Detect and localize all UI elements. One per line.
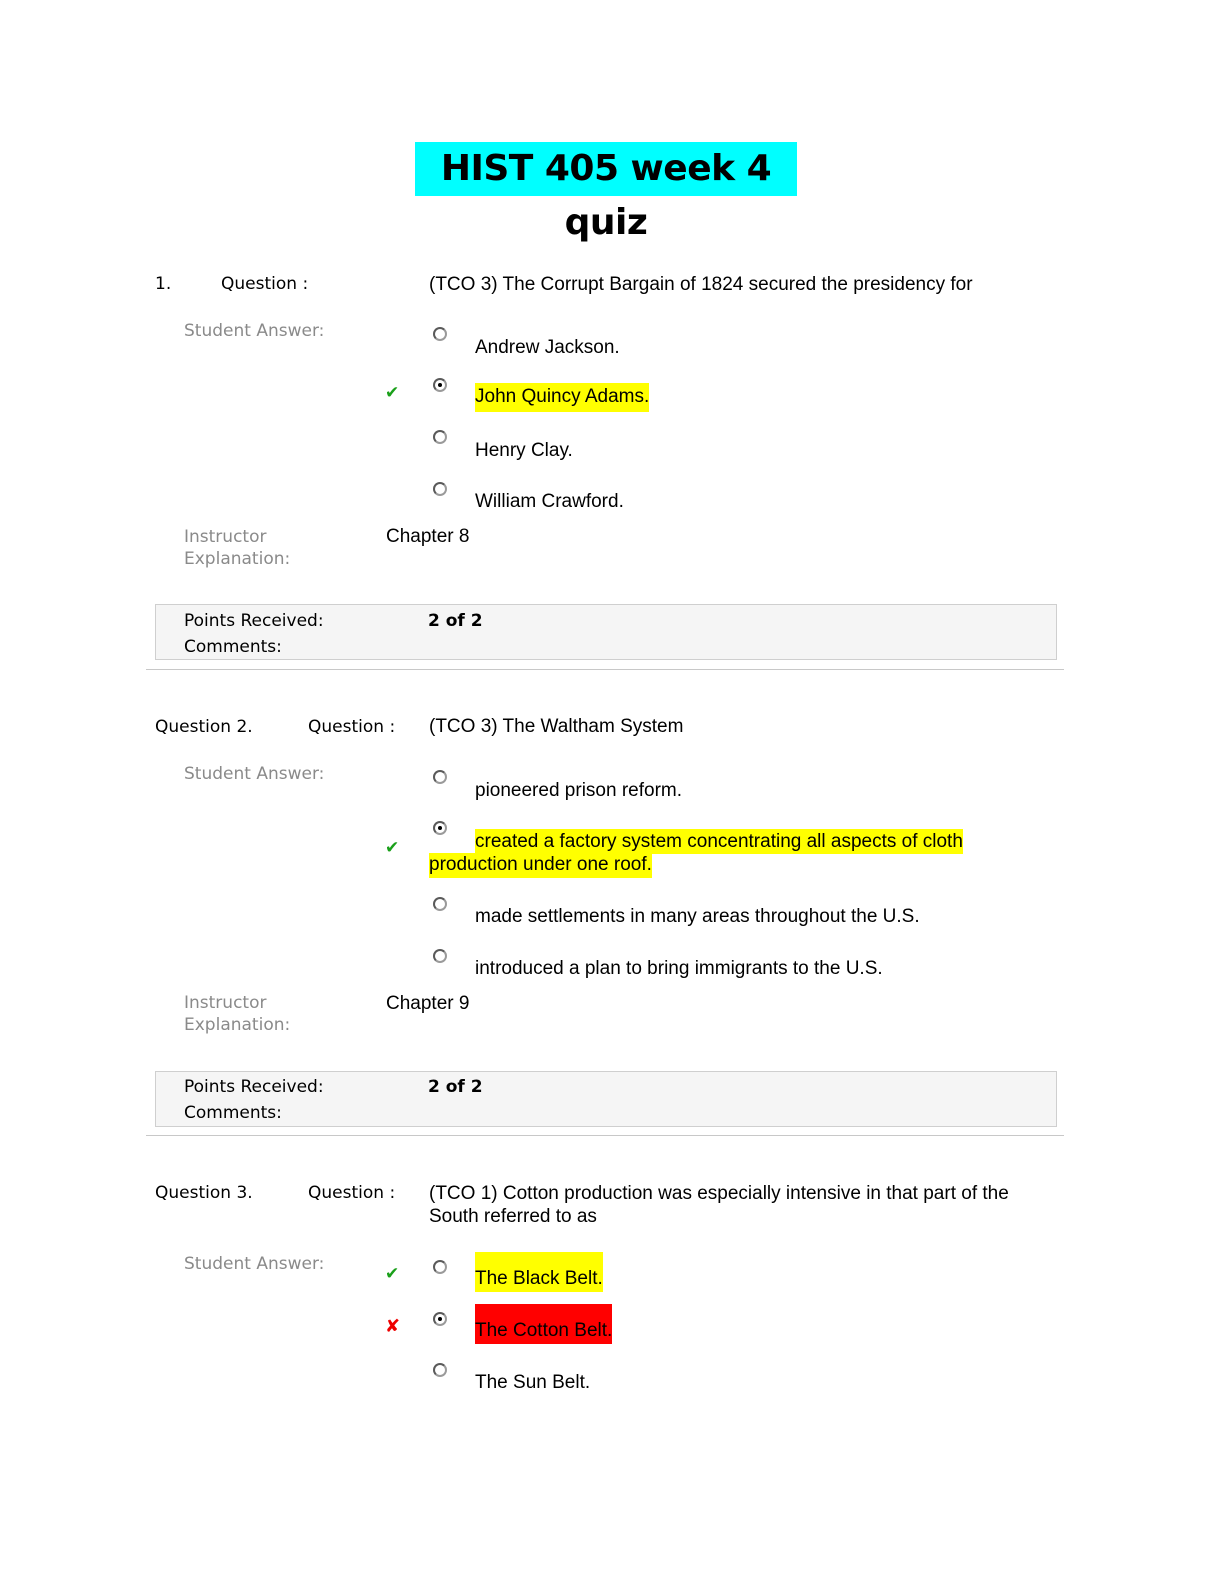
radio-button-icon[interactable] (433, 770, 447, 784)
cross-icon: ✘ (385, 1316, 401, 1336)
checkmark-icon: ✔ (385, 838, 400, 857)
page-title: HIST 405 week 4 quiz (415, 142, 797, 196)
instructor-label: Instructor (184, 527, 267, 547)
answer-option: Henry Clay. (475, 440, 573, 461)
question-label: Question : (308, 717, 396, 737)
question-label: Question : (308, 1183, 396, 1203)
radio-button-icon[interactable] (433, 1260, 447, 1274)
radio-button-icon[interactable] (433, 378, 447, 392)
radio-button-icon[interactable] (433, 897, 447, 911)
comments-label: Comments: (184, 1103, 282, 1123)
radio-button-icon[interactable] (433, 949, 447, 963)
question-text-cont: South referred to as (429, 1206, 597, 1227)
radio-button-icon[interactable] (433, 1363, 447, 1377)
explanation-text: Chapter 9 (386, 993, 470, 1014)
explanation-label: Explanation: (184, 549, 291, 569)
radio-button-icon[interactable] (433, 430, 447, 444)
question-number: 1. (155, 274, 172, 294)
answer-option: made settlements in many areas throughout the U.S. (475, 906, 920, 927)
checkmark-icon: ✔ (385, 1264, 400, 1283)
answer-option: pioneered prison reform. (475, 780, 682, 801)
question-number: Question 2. (155, 717, 253, 737)
answer-option-correct-cont: production under one roof. (429, 854, 652, 876)
points-value: 2 of 2 (428, 1077, 483, 1097)
answer-option: William Crawford. (475, 491, 624, 512)
instructor-label: Instructor (184, 993, 267, 1013)
divider (146, 669, 1064, 670)
answer-option: introduced a plan to bring immigrants to the U.S. (475, 958, 883, 979)
question-label: Question : (221, 274, 309, 294)
points-received-label: Points Received: (184, 611, 324, 631)
student-answer-label: Student Answer: (184, 764, 325, 784)
answer-option-wrong: The Cotton Belt. (475, 1304, 612, 1344)
question-number: Question 3. (155, 1183, 253, 1203)
checkmark-icon: ✔ (385, 383, 400, 402)
explanation-text: Chapter 8 (386, 526, 470, 547)
points-value: 2 of 2 (428, 611, 483, 631)
radio-button-icon[interactable] (433, 482, 447, 496)
question-text: (TCO 3) The Corrupt Bargain of 1824 secured the presidency for (429, 274, 973, 295)
question-text: (TCO 1) Cotton production was especially intensive in that part of the (429, 1183, 1009, 1204)
question-text: (TCO 3) The Waltham System (429, 716, 684, 737)
answer-option-correct: John Quincy Adams. (475, 386, 649, 408)
explanation-label: Explanation: (184, 1015, 291, 1035)
comments-label: Comments: (184, 637, 282, 657)
divider (146, 1135, 1064, 1136)
radio-button-icon[interactable] (433, 327, 447, 341)
radio-button-icon[interactable] (433, 1312, 447, 1326)
points-received-label: Points Received: (184, 1077, 324, 1097)
answer-option: Andrew Jackson. (475, 337, 620, 358)
answer-option-correct: created a factory system concentrating all aspects of cloth (475, 831, 963, 852)
student-answer-label: Student Answer: (184, 1254, 325, 1274)
student-answer-label: Student Answer: (184, 321, 325, 341)
answer-option: The Sun Belt. (475, 1372, 591, 1393)
radio-button-icon[interactable] (433, 821, 447, 835)
answer-option-correct: The Black Belt. (475, 1252, 603, 1292)
